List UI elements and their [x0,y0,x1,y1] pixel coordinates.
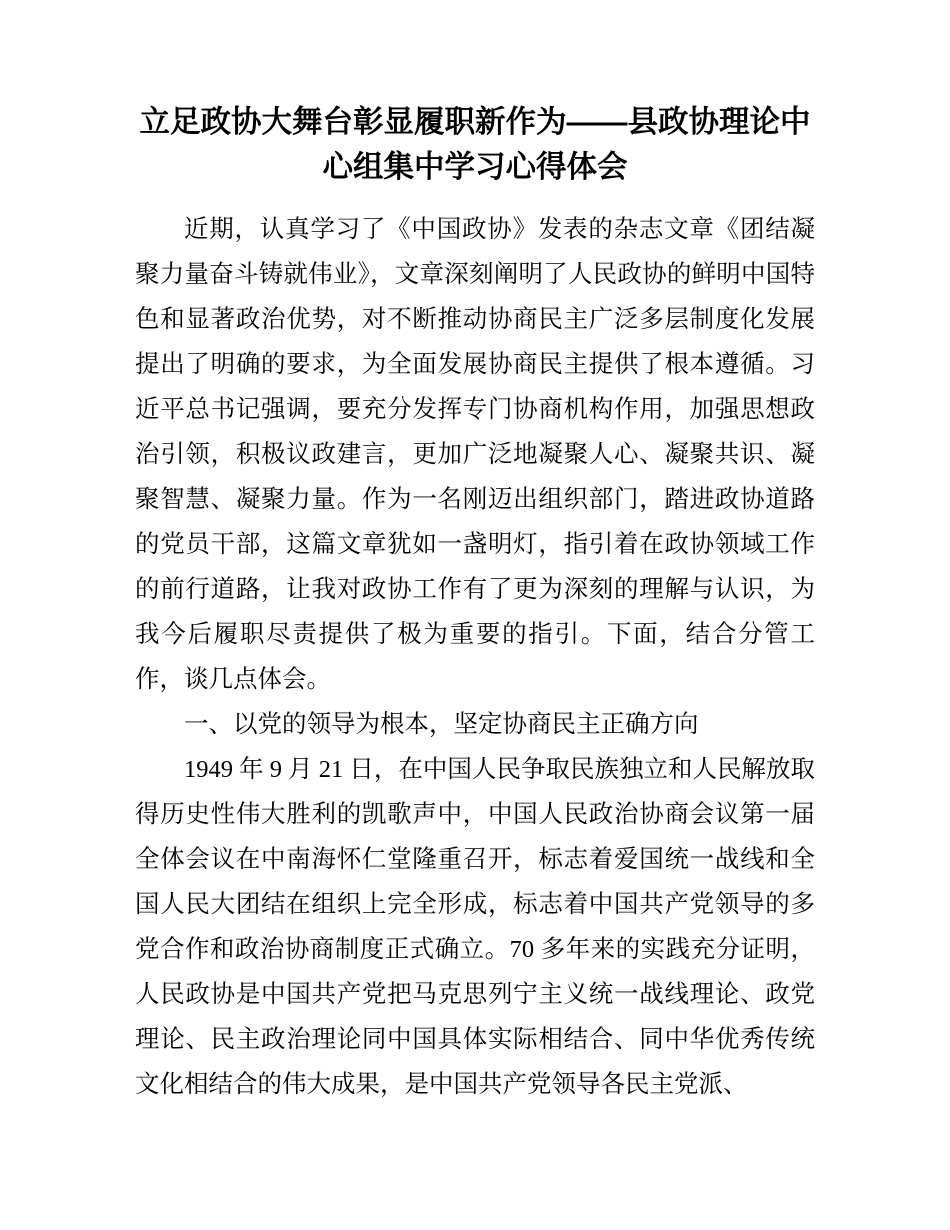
title-spacer [135,190,815,207]
document-body [135,100,815,1107]
body-paragraph: 近期，认真学习了《中国政协》发表的杂志文章《团结凝聚力量奋斗铸就伟业》，文章深刻阐明了人民政协的鲜明中国特色和显著政治优势，对不断推动协商民主广泛多层制度化发展提出了明确的要求，为全面发展协商民主提供了根本遵循。习近平总书记强调，要充分发挥专门协商机构作用，加强思想政治引领，积极议政建言，更加广泛地凝聚人心、凝聚共识、凝聚智慧、凝聚力量。作为一名刚迈出组织部门，踏进政协道路的党员干部，这篇文章犹如一盏明灯，指引着在政协领域工作的前行道路，让我对政协工作有了更为深刻的理解与认识，为我今后履职尽责提供了极为重要的指引。下面，结合分管工作，谈几点体会。 [135,216,815,693]
body-paragraph: 1949 年 9 月 21 日，在中国人民争取民族独立和人民解放取得历史性伟大胜利的凯歌声中，中国人民政治协商会议第一届全体会议在中南海怀仁堂隆重召开，标志着爱国统一战线和全国人民大团结在组织上完全形成，标志着中国共产党领导的多党合作和政治协商制度正式确立。70 多年来的实践充分证明，人民政协是中国共产党把马克思列宁主义统一战线理论、政党理论、民主政治理论同中国具体实际相结合、同中华优秀传统文化相结合的伟大成果，是中国共产党领导各民主党派、 [135,756,815,1098]
section-heading: 一、以党的领导为根本，坚定协商民主正确方向 [184,711,699,738]
page-title: 立足政协大舞台彰显履职新作为——县政协理论中心组集中学习心得体会 [139,105,811,184]
